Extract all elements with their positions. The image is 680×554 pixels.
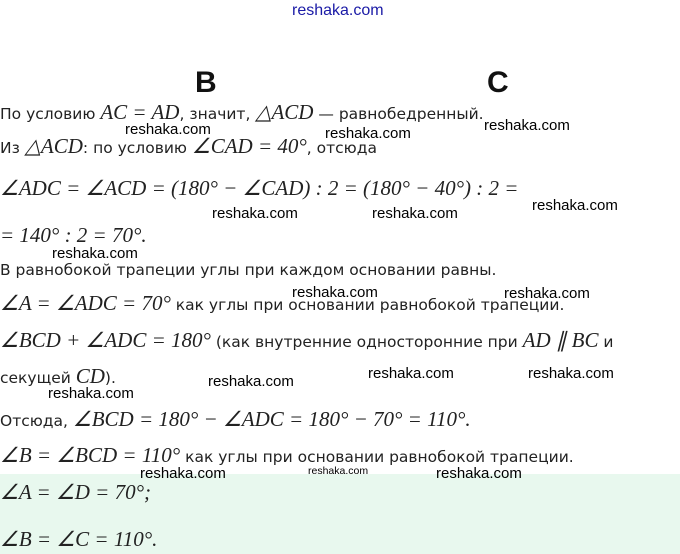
vertex-label-c: C [487,66,509,99]
math: ∠CAD = 40° [191,134,307,158]
text: : по условию [82,139,192,157]
solution-line-9 [0,409,471,430]
watermark: reshaka.com [140,465,226,482]
text: В равнобокой трапеции углы при каждом основании равны. [0,261,497,279]
solution-line-10 [0,445,574,466]
site-header-link[interactable]: reshaka.com [292,2,384,19]
math: ∠B = ∠BCD = 110° [0,443,181,467]
vertex-label-b: B [195,66,217,99]
solution-line-2 [0,136,377,157]
solution-line-1 [0,102,484,123]
watermark: reshaka.com [52,245,138,262]
math: ∠BCD + ∠ADC = 180° [0,328,211,352]
math: △ACD [255,100,314,124]
watermark: reshaka.com [325,125,411,142]
watermark: reshaka.com [212,205,298,222]
solution-line-4 [0,225,147,246]
text: и [598,333,614,351]
math: ∠B = ∠C = 110°. [0,527,158,551]
solution-line-3 [0,178,518,199]
watermark: reshaka.com [308,465,369,477]
text: По условию [0,105,101,123]
solution-line-8 [0,366,116,387]
math: ∠BCD = 180° − ∠ADC = 180° − 70° = 110°. [72,407,471,431]
watermark: reshaka.com [125,121,211,138]
answer-line-2 [0,529,157,550]
watermark: reshaka.com [532,197,618,214]
solution-line-6 [0,293,564,314]
math: ∠ADC = ∠ACD = (180° − ∠CAD) : 2 = (180° − 40°) : 2 = [0,176,519,200]
math: △ACD [24,134,83,158]
math: ∠A = ∠ADC = 70° [0,291,171,315]
answer-line-1 [0,482,151,503]
watermark: reshaka.com [368,365,454,382]
watermark: reshaka.com [484,117,570,134]
text: , значит, [179,105,256,123]
math: AD ∥ BC [522,328,599,352]
math: = 140° : 2 = 70°. [0,223,147,247]
text: как углы при основании равнобокой трапеции. [180,448,574,466]
math: CD [75,364,105,388]
text: — равнобедренный. [313,105,484,123]
math: AC = AD [100,100,180,124]
math: ∠A = ∠D = 70°; [0,480,151,504]
solution-line-5 [0,263,496,279]
text: секущей [0,369,76,387]
watermark: reshaka.com [528,365,614,382]
watermark: reshaka.com [504,285,590,302]
watermark: reshaka.com [436,465,522,482]
watermark: reshaka.com [292,284,378,301]
watermark: reshaka.com [372,205,458,222]
text: , отсюда [306,139,377,157]
text: ). [104,369,116,387]
text: (как внутренние односторонние при [210,333,523,351]
text: Отсюда, [0,412,73,430]
solution-line-7 [0,330,613,351]
watermark: reshaka.com [208,373,294,390]
text: как углы при основании равнобокой трапеции. [170,296,565,314]
watermark: reshaka.com [48,385,134,402]
text: Из [0,139,25,157]
